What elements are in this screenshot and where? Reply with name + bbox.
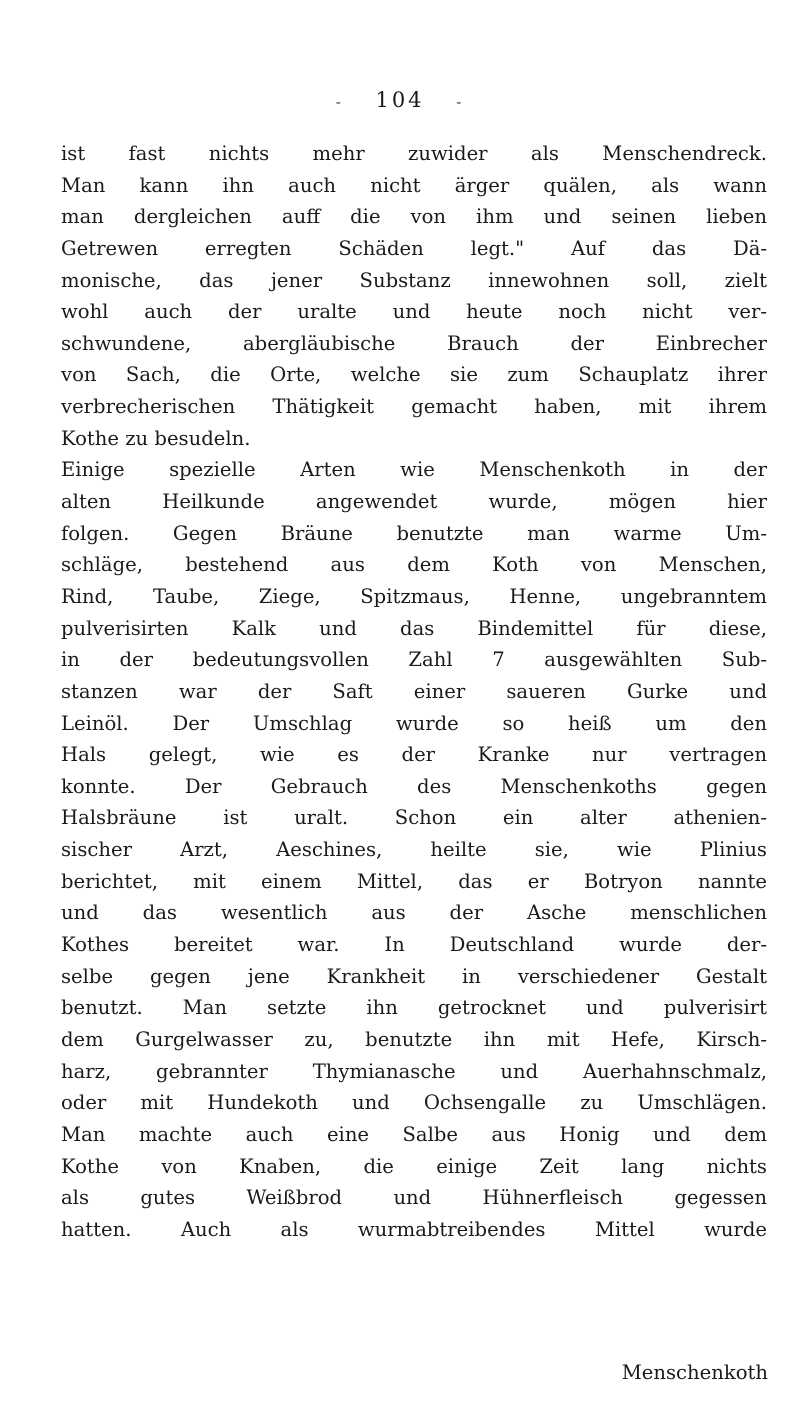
header-ornament-right: - <box>456 93 465 111</box>
text-line: sischer Arzt, Aeschines, heilte sie, wie Plinius <box>61 838 767 862</box>
text-line: alten Heilkunde angewendet wurde, mögen hier <box>61 490 767 514</box>
header-ornament-left: - <box>335 93 344 111</box>
text-line: Getrewen erregten Schäden legt." Auf das Dä- <box>61 236 767 260</box>
text-line: pulverisirten Kalk und das Bindemittel für diese, <box>61 616 767 640</box>
text-line: Rind, Taube, Ziege, Spitzmaus, Henne, ungebranntem <box>61 584 767 608</box>
text-line: dem Gurgelwasser zu, benutzte ihn mit Hefe, Kirsch- <box>61 1027 767 1051</box>
text-line: selbe gegen jene Krankheit in verschiedener Gestalt <box>61 964 767 988</box>
text-line: konnte. Der Gebrauch des Menschenkoths gegen <box>61 774 767 798</box>
text-line: Man machte auch eine Salbe aus Honig und dem <box>61 1122 767 1146</box>
text-line: ist fast nichts mehr zuwider als Menschendreck. <box>61 142 767 165</box>
text-line: schwundene, abergläubische Brauch der Einbrecher <box>61 331 767 355</box>
text-line: hatten. Auch als wurmabtreibendes Mittel wurde <box>61 1217 767 1241</box>
text-line: als gutes Weißbrod und Hühnerfleisch gegessen <box>61 1186 767 1210</box>
text-line: benutzt. Man setzte ihn getrocknet und pulverisirt <box>61 996 767 1020</box>
catchword: Menschenkoth <box>621 1361 768 1384</box>
text-line: folgen. Gegen Bräune benutzte man warme Um- <box>61 521 767 545</box>
text-line: stanzen war der Saft einer saueren Gurke und <box>61 679 767 703</box>
text-line: Kothes bereitet war. In Deutschland wurde der- <box>61 933 767 957</box>
text-line-paragraph-end: Kothe zu besudeln. <box>61 426 251 450</box>
text-line: monische, das jener Substanz innewohnen soll, zielt <box>61 268 767 292</box>
running-header <box>0 88 800 114</box>
text-line: harz, gebrannter Thymianasche und Auerhahnschmalz, <box>61 1059 767 1083</box>
text-line: Hals gelegt, wie es der Kranke nur vertragen <box>61 743 767 767</box>
text-line: schläge, bestehend aus dem Koth von Menschen, <box>61 553 767 577</box>
text-line: Halsbräune ist uralt. Schon ein alter athenien- <box>61 806 767 830</box>
text-line: verbrecherischen Thätigkeit gemacht haben, mit ihrem <box>61 395 767 419</box>
text-line: Leinöl. Der Umschlag wurde so heiß um den <box>61 711 767 735</box>
text-line: Man kann ihn auch nicht ärger quälen, als wann <box>61 173 767 197</box>
text-line: Kothe von Knaben, die einige Zeit lang nichts <box>61 1154 767 1178</box>
text-line: und das wesentlich aus der Asche menschlichen <box>61 901 767 925</box>
text-line: man dergleichen auff die von ihm und seinen lieben <box>61 205 767 229</box>
text-line: wohl auch der uralte und heute noch nicht ver- <box>61 300 767 324</box>
page-number: 104 <box>375 88 425 112</box>
text-line: von Sach, die Orte, welche sie zum Schauplatz ihrer <box>61 363 767 387</box>
text-line-paragraph-start: Einige spezielle Arten wie Menschenkoth in der <box>61 458 767 482</box>
text-line: oder mit Hundekoth und Ochsengalle zu Umschlägen. <box>61 1091 767 1115</box>
text-line: in der bedeutungsvollen Zahl 7 ausgewählten Sub- <box>61 648 767 672</box>
body-text <box>61 138 767 1245</box>
text-line: berichtet, mit einem Mittel, das er Botryon nannte <box>61 869 767 893</box>
